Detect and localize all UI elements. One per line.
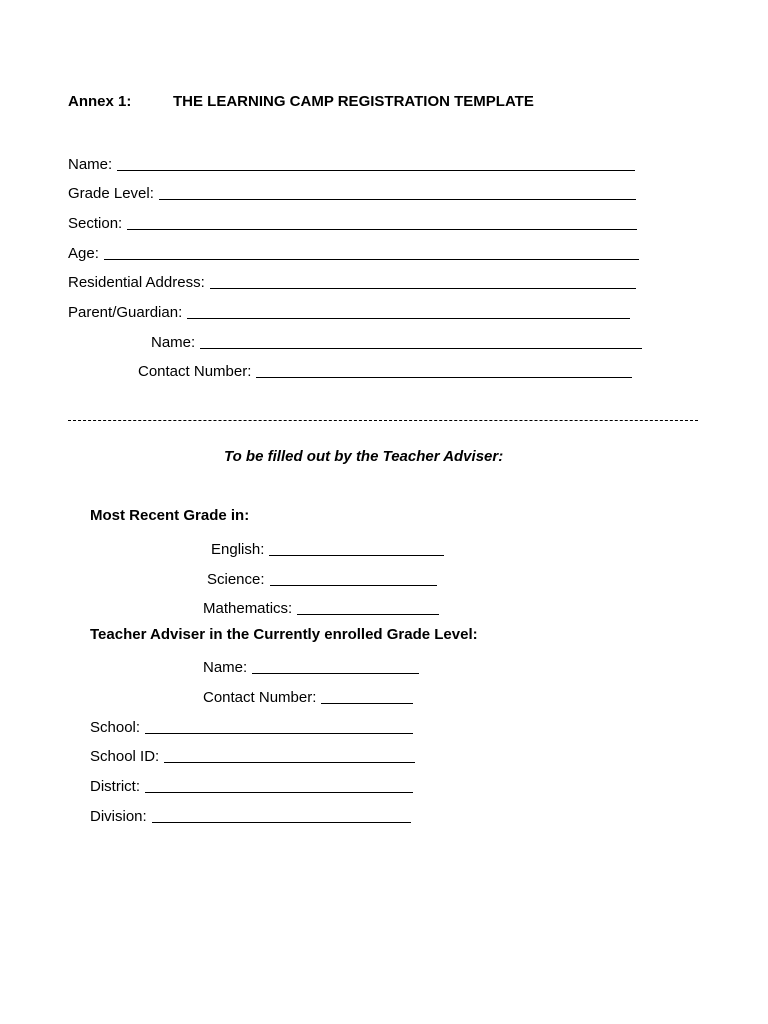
grade-level-blank[interactable] [159, 183, 636, 200]
school-id-label: School ID: [90, 748, 160, 765]
science-label: Science: [207, 571, 265, 588]
residential-address-field-row [68, 270, 636, 292]
district-label: District: [90, 778, 140, 795]
parent-name-label: Name: [151, 334, 196, 351]
science-field-row [207, 567, 437, 589]
parent-guardian-field-row [68, 300, 630, 322]
age-field-row [68, 241, 639, 263]
age-blank[interactable] [104, 243, 639, 260]
district-field-row [90, 774, 413, 796]
adviser-name-field-row [203, 655, 419, 677]
district-blank[interactable] [145, 776, 413, 793]
school-field-row [90, 715, 413, 737]
section-field-row [68, 211, 637, 233]
residential-address-blank[interactable] [210, 272, 636, 289]
division-label: Division: [90, 808, 147, 825]
school-label: School: [90, 719, 141, 736]
english-label: English: [211, 541, 265, 558]
school-blank[interactable] [145, 717, 413, 734]
parent-guardian-label: Parent/Guardian: [68, 304, 183, 321]
adviser-name-label: Name: [203, 659, 248, 676]
mathematics-label: Mathematics: [203, 600, 293, 617]
english-field-row [211, 537, 444, 559]
school-id-field-row [90, 744, 415, 766]
adviser-heading: Teacher Adviser in the Currently enrolled Grade Level: [90, 626, 478, 643]
section-blank[interactable] [127, 213, 637, 230]
division-field-row [90, 804, 411, 826]
age-label: Age: [68, 245, 99, 262]
adviser-name-blank[interactable] [252, 657, 419, 674]
adviser-contact-blank[interactable] [321, 687, 413, 704]
parent-contact-blank[interactable] [256, 361, 632, 378]
parent-guardian-blank[interactable] [187, 302, 630, 319]
teacher-instruction: To be filled out by the Teacher Adviser: [224, 448, 504, 465]
name-label: Name: [68, 156, 113, 173]
section-label: Section: [68, 215, 123, 232]
name-blank[interactable] [117, 154, 635, 171]
form-title: THE LEARNING CAMP REGISTRATION TEMPLATE [173, 93, 534, 110]
parent-contact-label: Contact Number: [138, 363, 252, 380]
most-recent-grade-heading: Most Recent Grade in: [90, 507, 250, 524]
english-blank[interactable] [269, 539, 444, 556]
residential-address-label: Residential Address: [68, 274, 205, 291]
parent-name-blank[interactable] [200, 332, 642, 349]
adviser-contact-field-row [203, 685, 413, 707]
mathematics-blank[interactable] [297, 598, 439, 615]
mathematics-field-row [203, 596, 439, 618]
grade-level-field-row [68, 181, 636, 203]
parent-name-field-row [151, 330, 642, 352]
annex-label: Annex 1: [68, 93, 132, 110]
science-blank[interactable] [270, 569, 437, 586]
grade-level-label: Grade Level: [68, 185, 154, 202]
adviser-contact-label: Contact Number: [203, 689, 317, 706]
name-field-row [68, 152, 635, 174]
parent-contact-field-row [138, 359, 632, 381]
division-blank[interactable] [152, 806, 411, 823]
cut-line-divider [68, 420, 698, 421]
school-id-blank[interactable] [164, 746, 415, 763]
